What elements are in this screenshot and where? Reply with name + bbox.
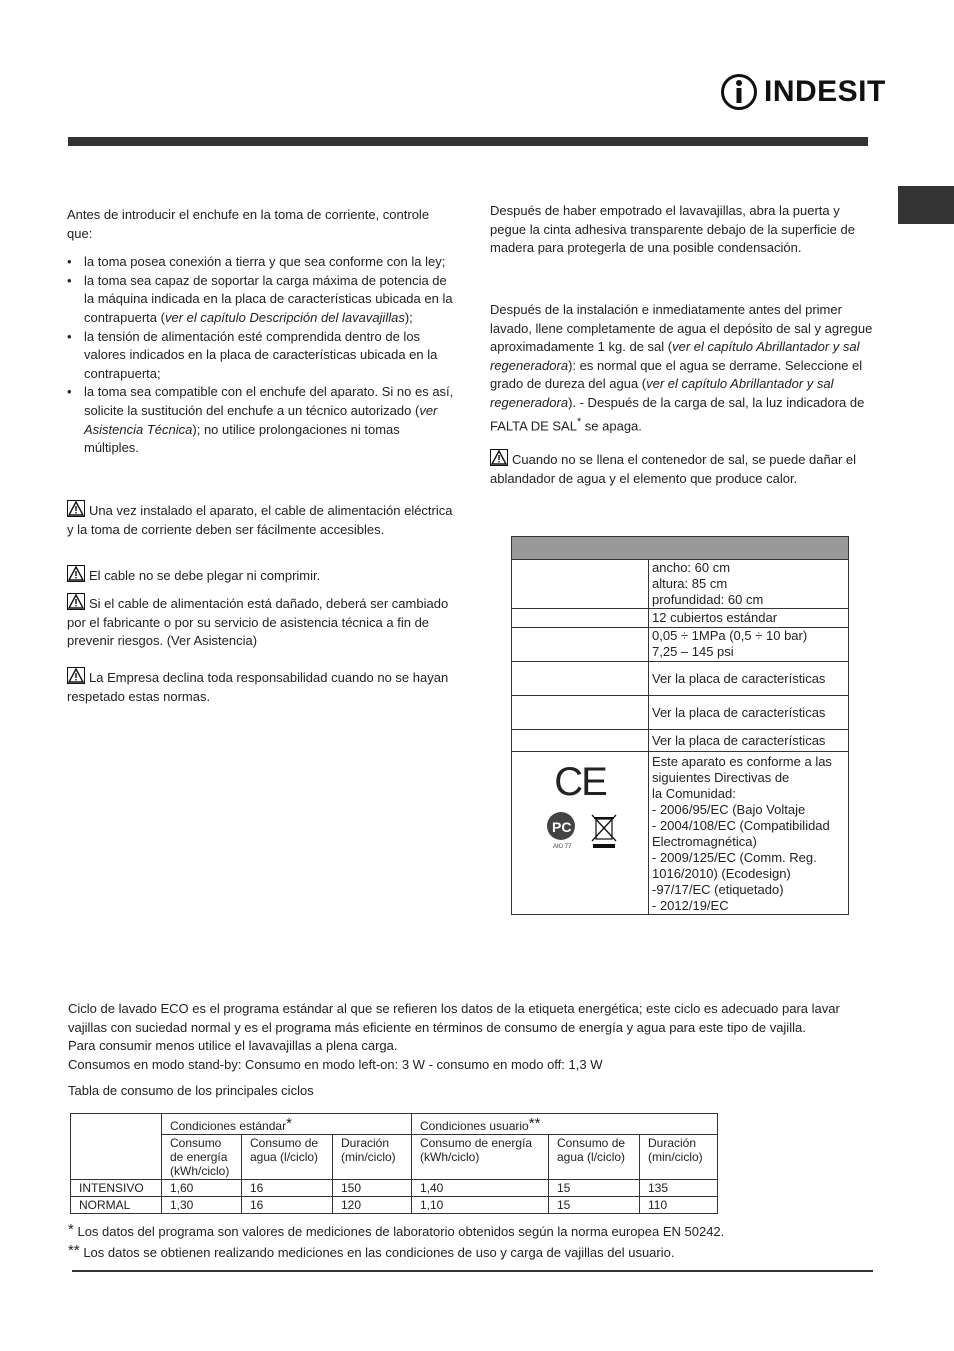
warning-icon (490, 449, 508, 466)
table-row: INTENSIVO 1,60 16 150 1,40 15 135 (71, 1180, 718, 1197)
eco-cycle-text: Ciclo de lavado ECO es el programa estándar al que se refieren los datos de la etiqueta energética; este ciclo es adecuado para lavar vajillas con suciedad normal y es el programa más eficiente en términos de consumo de energía y agua para este tipo de vajilla. Para consumir menos utilice el lavavajillas a plena carga. Consumos en modo stand-by: Consumo en modo left-on: 3 W - consumo en modo off: 1,3 W Tabla de consumo de los principales ciclos (68, 1000, 878, 1101)
language-tab (898, 186, 954, 224)
anti-condensation-text: Después de haber empotrado el lavavajillas, abra la puerta y pegue la cinta adhesiva transparente debajo de la superficie de madera para protegerla de una posible condensación. (490, 203, 855, 256)
table-row: 12 cubiertos estándar (512, 609, 849, 628)
table-header (512, 537, 849, 560)
svg-text:PC: PC (552, 819, 572, 835)
list-item: • la tensión de alimentación esté comprendida dentro de los valores indicados en la placa de características ubicada en la contrapuerta; (67, 328, 457, 384)
footer-rule (72, 1270, 873, 1272)
warning-salt: Cuando no se llena el contenedor de sal, se puede dañar el ablandador de agua y el elemento que produce calor. (490, 449, 875, 488)
warning-icon (67, 667, 85, 684)
table-subheader-row: Consumo de energía (kWh/ciclo) Consumo de agua (l/ciclo) Duración (min/ciclo) Consumo de energía (kWh/ciclo) Consumo de agua (l/ciclo) Duración (min/ciclo) (71, 1135, 718, 1180)
warning-liability: La Empresa declina toda responsabilidad cuando no se hayan respetado estas normas. (67, 667, 457, 706)
svg-text:AЮ 77: AЮ 77 (553, 844, 572, 850)
table-row: Ver la placa de características (512, 730, 849, 752)
ce-mark: CE (554, 760, 606, 804)
warning-cable: El cable no se debe plegar ni comprimir. (67, 565, 457, 586)
list-item: • la toma posea conexión a tierra y que sea conforme con la ley; (67, 253, 457, 272)
left-column (67, 206, 457, 458)
list-item: • la toma sea compatible con el enchufe del aparato. Si no es así, solicite la sustitución del enchufe a un técnico autorizado (ver Asistencia Técnica); no utilice prolongaciones ni tomas múltiples. (67, 383, 457, 457)
table-row: ancho: 60 cm altura: 85 cm profundidad: 60 cm (512, 560, 849, 609)
footnote-standard: * Los datos del programa son valores de mediciones de laboratorio obtenidos según la norma europea EN 50242. (68, 1221, 725, 1239)
warning-damaged-cable: Si el cable de alimentación está dañado, deberá ser cambiado por el fabricante o por su servicio de asistencia técnica a fin de prevenir riesgos. (Ver Asistencia) (67, 593, 457, 651)
electrical-intro: Antes de introducir el enchufe en la toma de corriente, controle que: (67, 207, 430, 241)
check-list (67, 253, 457, 458)
brand-name: INDESIT (764, 75, 886, 108)
table-row: Ver la placa de características (512, 662, 849, 696)
table-row: Ver la placa de características (512, 696, 849, 730)
weee-bin-icon (589, 812, 619, 850)
footnote-user: ** Los datos se obtienen realizando mediciones en las condiciones de uso y carga de vajillas del usuario. (68, 1242, 675, 1260)
consumption-table-title: Tabla de consumo de los principales ciclos (68, 1083, 314, 1099)
table-row: 0,05 ÷ 1MPa (0,5 ÷ 10 bar) 7,25 – 145 psi (512, 628, 849, 662)
warning-access: Una vez instalado el aparato, el cable de alimentación eléctrica y la toma de corriente deben ser fácilmente accesibles. (67, 500, 457, 539)
brand-logo (720, 72, 886, 112)
technical-data-table (511, 536, 849, 915)
consumption-table (70, 1113, 718, 1214)
warning-icon (67, 565, 85, 582)
salt-instructions: Después de la instalación e inmediatamente antes del primer lavado, llene completamente de agua el depósito de sal y agregue aproximadamente 1 kg. de sal (ver el capítulo Abrillantador y sal regeneradora): es normal que el agua se derrame. Seleccione el grado de dureza del agua (ver el capítulo Abrillantador y sal regeneradora). - Después de la carga de sal, la luz indicadora de FALTA DE SAL* se apaga. (490, 302, 873, 433)
indesit-i-icon (720, 73, 758, 111)
list-item: • la toma sea capaz de soportar la carga máxima de potencia de la máquina indicada en la placa de características ubicada en la contrapuerta (ver el capítulo Descripción del lavavajillas); (67, 272, 457, 328)
warning-icon (67, 500, 85, 517)
header-bar (68, 137, 868, 146)
pct-certification-icon (541, 810, 585, 850)
table-row: NORMAL 1,30 16 120 1,10 15 110 (71, 1197, 718, 1214)
warning-icon (67, 593, 85, 610)
table-row (512, 752, 849, 915)
directives-list: Este aparato es conforme a las siguientes Directivas de la Comunidad: - 2006/95/EC (Bajo Voltaje - 2004/108/EC (Compatibilidad Electromagnética) - 2009/125/EC (Comm. Reg. 1016/2010) (Ecodesign) -97/17/EC (etiquetado) - 2012/19/EC (649, 752, 849, 915)
table-header-row: Condiciones estándar* Condiciones usuario** (71, 1114, 718, 1135)
